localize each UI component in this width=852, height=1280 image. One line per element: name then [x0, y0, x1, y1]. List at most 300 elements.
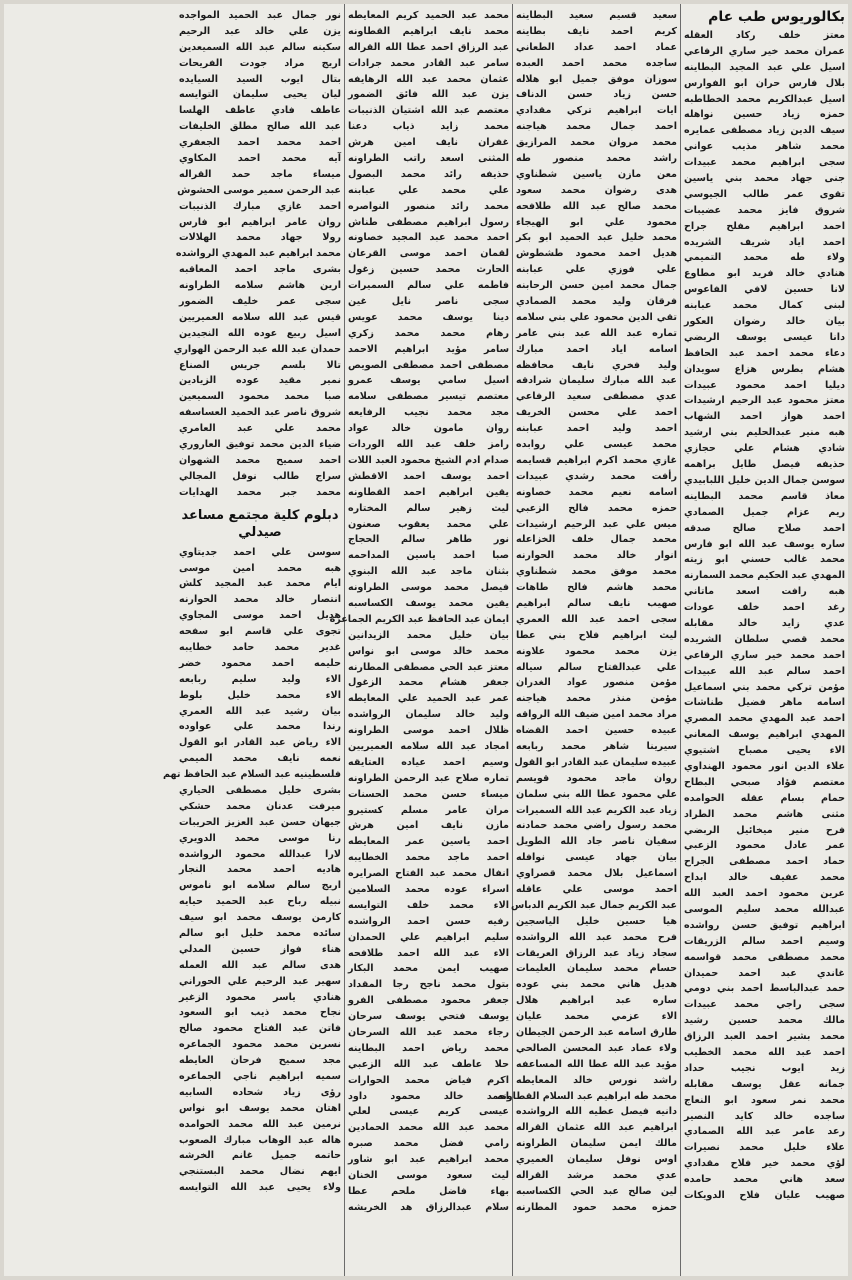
list-item: حليمه احمد محمود خضر: [179, 657, 341, 669]
list-item: مصطفى احمد مصطفى الصويص: [348, 359, 509, 371]
list-item: محمد مروان محمد المرازيق: [516, 137, 677, 149]
list-item: فاتن عبد الفتاح محمود صالح: [179, 1023, 341, 1035]
column-1: [680, 4, 848, 1276]
list-item: ارين هاشم سلامه الطراونه: [179, 280, 341, 292]
list-item: محمد بشير احمد العبد الرزاق: [684, 1031, 845, 1043]
list-item: وسيم احمد عياده العتايقه: [348, 756, 509, 768]
list-item: محمد رائد منصور النواصره: [348, 200, 509, 212]
list-item: رولا جهاد محمد الهلالات: [179, 232, 341, 244]
list-item: صبا احمد ياسين المداحمه: [348, 550, 509, 562]
list-item: محمد خالد موسى ابو نواس: [348, 645, 509, 657]
list-item: فرقان وليد محمد الصمادي: [516, 296, 677, 308]
list-item: محمد قصي سلطان الشريده: [684, 633, 845, 645]
list-item: سليم ابراهيم علي الحمدان: [348, 931, 509, 943]
list-item: ساجده محمد احمد العبده: [516, 57, 677, 69]
list-item: اسيل ربيع عوده الله النجيدين: [179, 327, 341, 339]
list-item: يوسف فتحي يوسف سرحان: [348, 1011, 509, 1023]
list-item: تقوى عمر طالب الجيوسي: [684, 188, 845, 200]
list-item: وسيم احمد سالم الزريقات: [684, 935, 845, 947]
list-item: المهدي ابراهيم يوسف المعاني: [684, 729, 845, 741]
list-item: مؤيد عبد الله عطا الله المساعفه: [516, 1058, 677, 1070]
list-item: علي محمود عطا الله بني سلمان: [516, 788, 677, 800]
list-item: سوزان موفق جميل ابو هلاله: [516, 73, 677, 85]
list-item: معتز عبد الحي مصطفى المطارنه: [348, 661, 509, 673]
list-item: عدي زايد خالد مقابله: [684, 617, 845, 629]
list-item: جمال محمد امين حسن الرحابنه: [516, 280, 677, 292]
list-item: بيان خالد رضوان العكور: [684, 316, 845, 328]
list-item: محمد زايد ذياب دعنا: [348, 121, 509, 133]
list-item: اكرم فياض محمد الحوارات: [348, 1074, 509, 1086]
list-item: رندا محمد علي عواوده: [179, 721, 341, 733]
list-item: رغد احمد خلف عودات: [684, 602, 845, 614]
list-item: مجد محمد نجيب الرفايعه: [348, 407, 509, 419]
list-item: صبا محمد محمود السميعين: [179, 391, 341, 403]
list-item: حلا عاطف عبد الله الزعبي: [348, 1058, 509, 1070]
list-item: نور جمال عبد الحميد المواجده: [179, 10, 341, 21]
list-item: غدير محمد حامد خطايبه: [179, 641, 341, 653]
list-item: هديل احمد موسى المجاوي: [179, 610, 341, 622]
list-item: علاء خليل محمد نصيرات: [684, 1142, 845, 1154]
list-item: جيهان حسن عبد العزيز الحريبات: [179, 816, 341, 828]
list-item: حمزه محمد فالح الزعبي: [516, 502, 677, 514]
list-item: سيرينا شاهر محمد ربابعه: [516, 740, 677, 752]
list-item: نور طاهر سالم الحجاج: [348, 534, 509, 546]
list-item: جعفر محمود مصطفى الفرو: [348, 995, 509, 1007]
list-item: رنا موسى محمد الدويري: [179, 832, 341, 844]
list-item: معتصم تيسير مصطفى سلامه: [348, 391, 509, 403]
list-item: حسن زياد حسن الدناف: [516, 89, 677, 101]
list-item: عبد الرزاق احمد عطا الله القراله: [348, 41, 509, 53]
list-item: لبنى كمال محمد عبابنه: [684, 300, 845, 312]
list-item: الاء وليد سليم ربابعه: [179, 673, 341, 685]
list-item: بيان رشيد عبد الله العمري: [179, 705, 341, 717]
list-item: دانيه فيصل عطيه الله الرواشده: [516, 1106, 677, 1118]
list-item: يقين ابراهيم احمد القطاونه: [348, 486, 509, 498]
list-item: سجى راجي محمد عبيدات: [684, 999, 845, 1011]
list-item: نبيله رباح عبد الحميد حيايه: [179, 896, 341, 908]
list-item: قيس عبد الله سلامه العميريين: [179, 311, 341, 323]
list-item: بهاء فاضل ملحم عطا: [348, 1185, 509, 1197]
list-item: احمد سميح محمد الشهوان: [179, 454, 341, 466]
list-item: علي محمد يعقوب صعنون: [348, 518, 509, 530]
list-item: حاتمه جميل غانم الخرشه: [179, 1150, 341, 1162]
list-item: دانا عيسى يوسف الربضي: [684, 331, 845, 343]
list-item: احمد خالد محمود داود: [348, 1090, 509, 1102]
list-item: راشد محمد منصور طه: [516, 153, 677, 165]
list-item: ليث زهير سالم المختاره: [348, 502, 509, 514]
list-item: سجى عمر خليف الضمور: [179, 296, 341, 308]
list-item: احمد ياسين عمر المعايطه: [348, 836, 509, 848]
list-item: ايهم نضال محمد البستنجي: [179, 1166, 341, 1178]
list-item: فرح محمد عبد الله الرواشده: [516, 931, 677, 943]
list-item: رسول ابراهيم مصطفى طناش: [348, 216, 509, 228]
list-item: شادي هشام علي حجازي: [684, 443, 845, 455]
list-item: حمد عبدالباسط احمد بني دومي: [684, 983, 845, 995]
list-item: ديليا احمد محمود عبيدات: [684, 379, 845, 391]
list-item: اسامه اياد احمد مبارك: [516, 343, 677, 355]
list-item: احمد عبد المهدي محمد المصري: [684, 713, 845, 725]
list-item: محمد عبد الله محمد الحمادين: [348, 1122, 509, 1134]
list-item: رأفت محمد رشدي عبيدات: [516, 470, 677, 482]
name-list-4b: [163, 545, 341, 1197]
list-item: غفران نايف امين هرش: [348, 137, 509, 149]
list-item: حمدان عبد الله عبد الرحمن الهواري: [173, 343, 341, 355]
list-item: يزن عبد الله فائق الضمور: [348, 89, 509, 101]
list-item: صهيب ايمن محمد البكار: [348, 963, 509, 975]
list-item: سوسن علي احمد جديتاوي: [179, 546, 341, 558]
list-item: نمير مقيد عوده الزيادين: [179, 375, 341, 387]
list-item: ليث سعود موسى الخنان: [348, 1170, 509, 1182]
list-item: لانا حسين لافي الفاعوس: [684, 284, 845, 296]
list-item: محمد شاهر مذيب عواني: [684, 141, 845, 153]
name-list-3: [329, 8, 509, 1216]
list-item: ابراهيم توفيق حسن رواشده: [684, 919, 845, 931]
list-item: زيد ايوب نجيب حداد: [684, 1062, 845, 1074]
list-item: المهدي عبد الحكيم محمد السمارنه: [684, 570, 845, 582]
list-item: عبد الله مبارك سليمان شرادقه: [516, 375, 677, 387]
list-item: ساره عبد ابراهيم هلال: [516, 995, 677, 1007]
list-item: اسيل سامي يوسف عمرو: [348, 375, 509, 387]
list-item: ولاء يحيى عبد الله التوايسه: [179, 1182, 341, 1194]
list-item: الحارث محمد حسين زغول: [348, 264, 509, 276]
list-item: ريم عزام جميل الصمادي: [684, 506, 845, 518]
list-item: شروق فايز محمد عضيبات: [684, 204, 845, 216]
list-item: لؤي محمد خير فلاح مقدادي: [684, 1158, 845, 1170]
list-item: الاء محمد خلف التوايسه: [348, 899, 509, 911]
list-item: محمد عفيف خالد ابداح: [684, 872, 845, 884]
list-item: اسيل علي عبد المجيد البطاينه: [684, 61, 845, 73]
list-item: عماد احمد عداد الطعاني: [516, 41, 677, 53]
list-item: رعد عامر عبد الله الصمادي: [684, 1126, 845, 1138]
list-item: بشرى خليل مصطفى الحياري: [179, 784, 341, 796]
list-item: احمد ماجد محمد الخطايبه: [348, 852, 509, 864]
list-item: علي فوزي علي عبابنه: [516, 264, 677, 276]
list-item: الاء يحيى مصباح اشتيوي: [684, 745, 845, 757]
list-item: محمد نمر سعود ابو النعاج: [684, 1094, 845, 1106]
list-item: الاء عزمي محمد عليان: [516, 1011, 677, 1023]
list-item: عمر عادل محمود الزعبي: [684, 840, 845, 852]
newspaper-page: [4, 4, 848, 1276]
list-item: عبيده سليمان عبد القادر ابو القول: [514, 756, 677, 768]
list-item: محمود علي ابو الهيجاء: [516, 216, 677, 228]
list-item: احمد اياد شريف الشريده: [684, 236, 845, 248]
column-3: [329, 4, 512, 1276]
list-item: معتصم فؤاد صبحي البطاح: [684, 776, 845, 788]
list-item: انتصار خالد محمد الحوارنه: [179, 594, 341, 606]
list-item: محمد نايف ابراهيم القطاونه: [348, 25, 509, 37]
list-item: محمد صالح عبد الله طلافحه: [516, 200, 677, 212]
list-item: لارا عبدالله محمود الرواشده: [179, 848, 341, 860]
list-item: وليد فخري نايف محافظه: [516, 359, 677, 371]
list-item: سجى ابراهيم محمد عبيدات: [684, 157, 845, 169]
list-item: اسراء عوده محمد السلامين: [348, 883, 509, 895]
list-item: محمد موفق محمد شطناوي: [516, 566, 677, 578]
list-item: هاله عبد الوهاب مبارك الصعوب: [179, 1134, 341, 1146]
list-item: عمر عبد الحميد علي المعايطه: [348, 693, 509, 705]
list-item: تجوى علي قاسم ابو سفحه: [179, 626, 341, 638]
list-item: لقمان احمد موسى القرعان: [348, 248, 509, 260]
list-item: سجاد زياد عبد الرزاق العريقات: [516, 947, 677, 959]
list-item: تماره صلاح عبد الرحمن الطراونه: [348, 772, 509, 784]
list-item: مراد محمد امين ضيف الله الرواقه: [516, 709, 677, 721]
list-item: هبه محمد امين موسى: [179, 562, 341, 574]
list-item: حذيفه رائد محمد البصول: [348, 168, 509, 180]
list-item: انفال محمد عبد الفتاح الصرايره: [348, 868, 509, 880]
list-item: احمد جمال محمد هياجنه: [516, 121, 677, 133]
list-item: مازن نايف امين هرش: [348, 820, 509, 832]
list-item: ميس علي عبد الرحيم ارشيدات: [516, 518, 677, 530]
list-item: مؤمن منذر محمد هياجنه: [516, 693, 677, 705]
list-item: لين صالح عبد الحي الكساسبه: [516, 1185, 677, 1197]
list-item: اوس نوفل سليمان العميري: [516, 1154, 677, 1166]
column-2: [497, 4, 680, 1276]
list-item: هدى رضوان محمد سعود: [516, 184, 677, 196]
list-item: بشرى ماجد احمد المعاقبه: [179, 264, 341, 276]
list-item: بتال ايوب السيد السيايده: [179, 73, 341, 85]
list-item: مؤمن منصور عواد الغدران: [516, 677, 677, 689]
list-item: بثنان ماجد عبد الله البنوي: [348, 566, 509, 578]
list-item: تالا بلسم جريس الصناع: [179, 359, 341, 371]
list-item: حمزه زياد حسين نواهله: [684, 109, 845, 121]
list-item: عبدالله محمد سليم الموسى: [684, 903, 845, 915]
list-item: سراج طالب نوفل المجالي: [179, 470, 341, 482]
list-item: احمد محمد احمد الجعفري: [179, 137, 341, 149]
list-item: روان ماجد محمود قويسم: [516, 772, 677, 784]
list-item: نرمين عبد الله محمد الحوامده: [179, 1118, 341, 1130]
list-item: ليان يحيى سليمان التوايسه: [179, 89, 341, 101]
list-item: عثمان محمد عبد الله الرهايفه: [348, 73, 509, 85]
list-item: عرين محمود احمد العبد الله: [684, 888, 845, 900]
list-item: جعفر هشام محمد الزغول: [348, 677, 509, 689]
list-item: سهير عبد الرحيم علي الحوراني: [179, 975, 341, 987]
list-item: محمد ابراهيم عبد المهدي الرواشده: [175, 248, 341, 260]
list-item: محمد جمال خلف الخزاعله: [516, 534, 677, 546]
list-item: تقي الدين محمود علي بني سلامه: [516, 311, 677, 323]
list-item: صهيب نايف سالم ابراهيم: [516, 597, 677, 609]
list-item: اسيل عبدالكريم محمد الخطاطبه: [684, 93, 845, 105]
list-item: سامر عبد القادر محمد جرادات: [348, 57, 509, 69]
list-item: بيان جهاد عيسى نوافله: [516, 852, 677, 864]
list-item: ولاء طه محمد التميمي: [684, 252, 845, 264]
list-item: مثنى هاشم محمد الطراد: [684, 808, 845, 820]
column-4: [163, 4, 344, 1276]
list-item: احمد سالم عبد الله عبيدات: [684, 665, 845, 677]
list-item: جمانه عقل يوسف مقابله: [684, 1078, 845, 1090]
list-item: اسامه نعيم محمد خصاونه: [516, 486, 677, 498]
list-item: احمد صلاح صالح صدقه: [684, 522, 845, 534]
list-item: فلسطينيه عبد السلام عبد الحافظ تهم: [163, 769, 341, 781]
list-item: صدام ادم الشيخ محمود العبد اللات: [348, 454, 509, 466]
list-item: عدي مصطفى سعيد الرفاعي: [516, 391, 677, 403]
list-item: ايات ابراهيم تركي مقدادي: [516, 105, 677, 117]
list-item: احمد غازي مبارك الذنيبات: [179, 200, 341, 212]
list-item: هديل هاني محمد بني عوده: [516, 979, 677, 991]
list-item: ساجده خالد كايد النصير: [684, 1110, 845, 1122]
list-item: يقين محمد يوسف الكساسبه: [348, 597, 509, 609]
list-item: محمد عبد الحميد كريم المعايطه: [348, 10, 509, 21]
list-item: بيان خليل محمد الزيدانين: [348, 629, 509, 641]
list-item: المثنى اسعد راتب الطراونه: [348, 153, 509, 165]
list-item: كارمن يوسف محمد ابو سيف: [179, 912, 341, 924]
list-item: اريج سالم سلامه ابو ناموس: [179, 880, 341, 892]
list-item: احمد هواز احمد الشهاب: [684, 411, 845, 423]
list-item: ميساء ماجد حمد القراله: [179, 168, 341, 180]
list-item: وليد خالد سليمان الرواشده: [348, 709, 509, 721]
list-item: شروق ناصر عبد الحميد العساسفه: [179, 407, 341, 419]
list-item: عيسى كريم عيسى لعلي: [348, 1106, 509, 1118]
list-item: عبد الرحمن سمير موسى الحشوش: [177, 184, 341, 196]
list-item: سميه ابراهيم ناجي الجماعره: [179, 1071, 341, 1082]
list-item: رامي فضل محمد صبره: [348, 1138, 509, 1150]
list-item: حمام بسام عقله الحوامده: [684, 792, 845, 804]
list-item: زياد عبد الكريم عبد الله السميرات: [516, 804, 677, 816]
list-item: حمزه محمد حمود المطارنه: [516, 1201, 677, 1213]
list-item: راشد نورس خالد المعايطه: [516, 1074, 677, 1086]
section-heading-pharmacy-diploma: دبلوم كلية مجتمع مساعد صيدلي: [181, 507, 339, 540]
list-item: هيا حسين خليل الياسجين: [516, 915, 677, 927]
list-item: ميرفت عدنان محمد حشكي: [179, 800, 341, 812]
list-item: هديل احمد محمود طشطوش: [516, 248, 677, 260]
list-item: عاطف فادي عاطف الهلسا: [179, 105, 341, 117]
list-item: هاديه احمد محمد النجار: [179, 864, 341, 876]
list-item: محمد طه ابراهيم عبد السلام القطاونه: [497, 1090, 677, 1102]
list-item: هدى سالم عبد الله العمله: [179, 959, 341, 971]
list-item: دينا يوسف محمد عويس: [348, 311, 509, 323]
list-item: حماد احمد مصطفى الجراح: [684, 856, 845, 868]
list-item: انوار خالد محمد الحوارنه: [516, 550, 677, 562]
list-item: معن مازن ياسين شطناوي: [516, 168, 677, 180]
list-item: نجاح محمد ذيب ابو السعود: [179, 1007, 341, 1019]
list-item: تماره عبد الله عبد بني عامر: [516, 327, 677, 339]
list-item: فرح منير ميخائيل الربضي: [684, 824, 845, 836]
list-item: ايمان عبد الحافظ عبد الكريم الجماعره: [329, 613, 509, 625]
list-item: هنادي ياسر محمود الزغير: [179, 991, 341, 1003]
list-item: ليث ابراهيم فلاح بني عطا: [516, 629, 677, 641]
section-heading-medicine: بكالوريوس طب عام: [708, 9, 845, 25]
list-item: اريج مراد جودت الفريحات: [179, 57, 341, 69]
list-item: احمد موسى علي عاقله: [516, 883, 677, 895]
list-item: سوسن جمال الدين خليل اللبابيدي: [684, 474, 845, 486]
list-item: هشام بطرس هزاع سويدان: [684, 363, 845, 375]
list-item: اسامه ماهر فضيل طناشات: [684, 697, 845, 709]
list-item: عبد الله صالح مطلق الخليفات: [179, 121, 341, 133]
list-item: احمد وليد احمد عبابنه: [516, 423, 677, 435]
list-item: بلال فارس حران ابو الفوارس: [684, 77, 845, 89]
list-item: مالك ايمن سليمان الطراونه: [516, 1138, 677, 1150]
list-item: غازي محمد اكرم ابراهيم قسايمه: [516, 454, 677, 466]
list-item: صهيب عليان فلاح الدويكات: [684, 1190, 845, 1202]
list-item: حسام محمد سليمان العليمات: [516, 963, 677, 975]
list-item: ايام محمد عبد المجيد كلش: [179, 578, 341, 590]
name-list-4a: [173, 8, 341, 501]
list-item: سجى ناصر نايل غين: [348, 296, 509, 308]
list-item: احمد محمد خير ساري الرفاعي: [684, 649, 845, 661]
list-item: ولاء عماد عبد المحسن الصالحي: [516, 1042, 677, 1054]
list-item: روان مامون خالد عواد: [348, 423, 509, 435]
list-item: سفيان ناصر جاد الله الطويل: [516, 836, 677, 848]
list-item: الاء محمد خليل بلوط: [179, 689, 341, 701]
list-item: سيف الدين زياد مصطفى عمايره: [684, 125, 845, 137]
list-item: احمد يوسف احمد الاقطش: [348, 470, 509, 482]
list-item: الاء عبد الله احمد طلافحه: [348, 947, 509, 959]
list-item: احمد محمد عبد المجيد خصاونه: [348, 232, 509, 244]
list-item: علي محمد علي عبابنه: [348, 184, 509, 196]
list-item: آيه محمد احمد المكاوي: [179, 153, 341, 165]
list-item: دعاء محمد احمد عبد الحافظ: [684, 347, 845, 359]
list-item: رامز خلف عبد الله الوردات: [348, 439, 509, 451]
list-item: محمد غالب حسني ابو زيته: [684, 554, 845, 566]
list-item: ظلال احمد موسى الطراونه: [348, 725, 509, 737]
list-item: عبيده حسين احمد القضاه: [516, 725, 677, 737]
list-item: سامر مؤيد ابراهيم الاحمد: [348, 343, 509, 355]
list-item: سجى احمد عبد الله العمري: [516, 613, 677, 625]
list-item: سلام عبدالرزاق هد الخريشه: [348, 1201, 509, 1213]
list-item: احمد عبد الله محمد الخطيب: [684, 1047, 845, 1058]
list-item: ابراهيم عبد الله عثمان القراله: [516, 1122, 677, 1134]
list-item: اسماعيل بلال محمد قصراوي: [516, 868, 677, 880]
list-item: هناء فواز حسين المدلي: [179, 943, 341, 955]
list-item: يزن علي خالد عبد الرحيم: [179, 25, 341, 37]
list-item: احمد ابراهيم مفلح جراح: [684, 220, 845, 232]
list-item: مالك محمد حسين رشيد: [684, 1015, 845, 1027]
list-item: كريم احمد نايف بطاينه: [516, 25, 677, 37]
list-item: عبد الكريم جمال عبد الكريم الدباس: [511, 899, 677, 911]
list-item: محمد هاشم فالح طاهات: [516, 582, 677, 594]
list-item: محمد مصطفى محمد قواسمه: [684, 951, 845, 963]
list-item: امجاد عبد الله سلامه العميريين: [348, 740, 509, 752]
list-item: رهام محمد محمد زكري: [348, 327, 509, 339]
list-item: رجاء محمد عبد الله السرحان: [348, 1027, 509, 1038]
list-item: محمد رياض احمد البطاينه: [348, 1042, 509, 1054]
list-item: ساره يوسف عبد الله ابو فارس: [684, 538, 845, 550]
list-item: هبه رافت اسعد ماتاني: [684, 586, 845, 598]
list-item: رفيه حسن احمد الرواشده: [348, 915, 509, 927]
list-item: غاندي عبد احمد حميدان: [684, 967, 845, 979]
list-item: نعمه نايف محمد الميمي: [179, 753, 341, 765]
list-item: محمد عيسى علي روابده: [516, 439, 677, 451]
list-item: بتول محمد ناجح رجا المقداد: [348, 979, 509, 991]
list-item: روان عامر ابراهيم ابو فارس: [179, 216, 341, 228]
list-item: يزن محمد محمود علاونه: [516, 645, 677, 657]
list-item: سعد هاني محمد حامده: [684, 1174, 845, 1186]
list-item: معتز خلف ركاد العقله: [684, 30, 845, 41]
list-item: معاذ قاسم محمد البطاينه: [684, 490, 845, 502]
list-item: احمد علي محسن الخريف: [516, 407, 677, 419]
name-list-2: [497, 8, 677, 1216]
list-item: رؤى زياد شحاده السابيه: [179, 1086, 341, 1098]
list-item: مؤمن تركي محمد بني اسماعيل: [684, 681, 845, 693]
list-item: ميساء حسن محمد الحسنات: [348, 788, 509, 800]
list-item: عدي محمد مرشد القراله: [516, 1170, 677, 1182]
list-item: جنى جهاد محمد بني ياسين: [684, 173, 845, 185]
list-item: الاء رياض عبد القادر ابو القول: [179, 737, 341, 749]
list-item: سعيد قسيم سعيد البطاينه: [516, 10, 677, 21]
name-list-1: [684, 28, 845, 1204]
list-item: نسرين محمد محمود الجماعره: [179, 1039, 341, 1051]
list-item: سائده محمد خليل ابو سالم: [179, 927, 341, 939]
list-item: محمد جبر محمد الهدايات: [179, 486, 341, 498]
list-item: اهتان محمد يوسف ابو نواس: [179, 1102, 341, 1114]
list-item: محمد خليل عبد الحميد ابو بكر: [516, 232, 677, 244]
list-item: علاء الدين انور محمود الهنداوي: [684, 760, 845, 772]
list-item: ضياء الدين محمد توفيق العاروري: [179, 439, 341, 451]
list-item: معتز محمود عبد الرحيم ارشيدات: [684, 395, 845, 407]
list-item: محمد ابراهيم عبد ابو شاور: [348, 1154, 509, 1166]
list-item: هبه منير عبدالحليم بني ارشيد: [684, 427, 845, 439]
list-item: طارق اسامه عبد الرحمن الجيطان: [516, 1027, 677, 1038]
list-item: معتصم عبد الله اشتيان الذنيبات: [348, 105, 509, 117]
list-item: محمد علي عبد العامري: [179, 423, 341, 435]
